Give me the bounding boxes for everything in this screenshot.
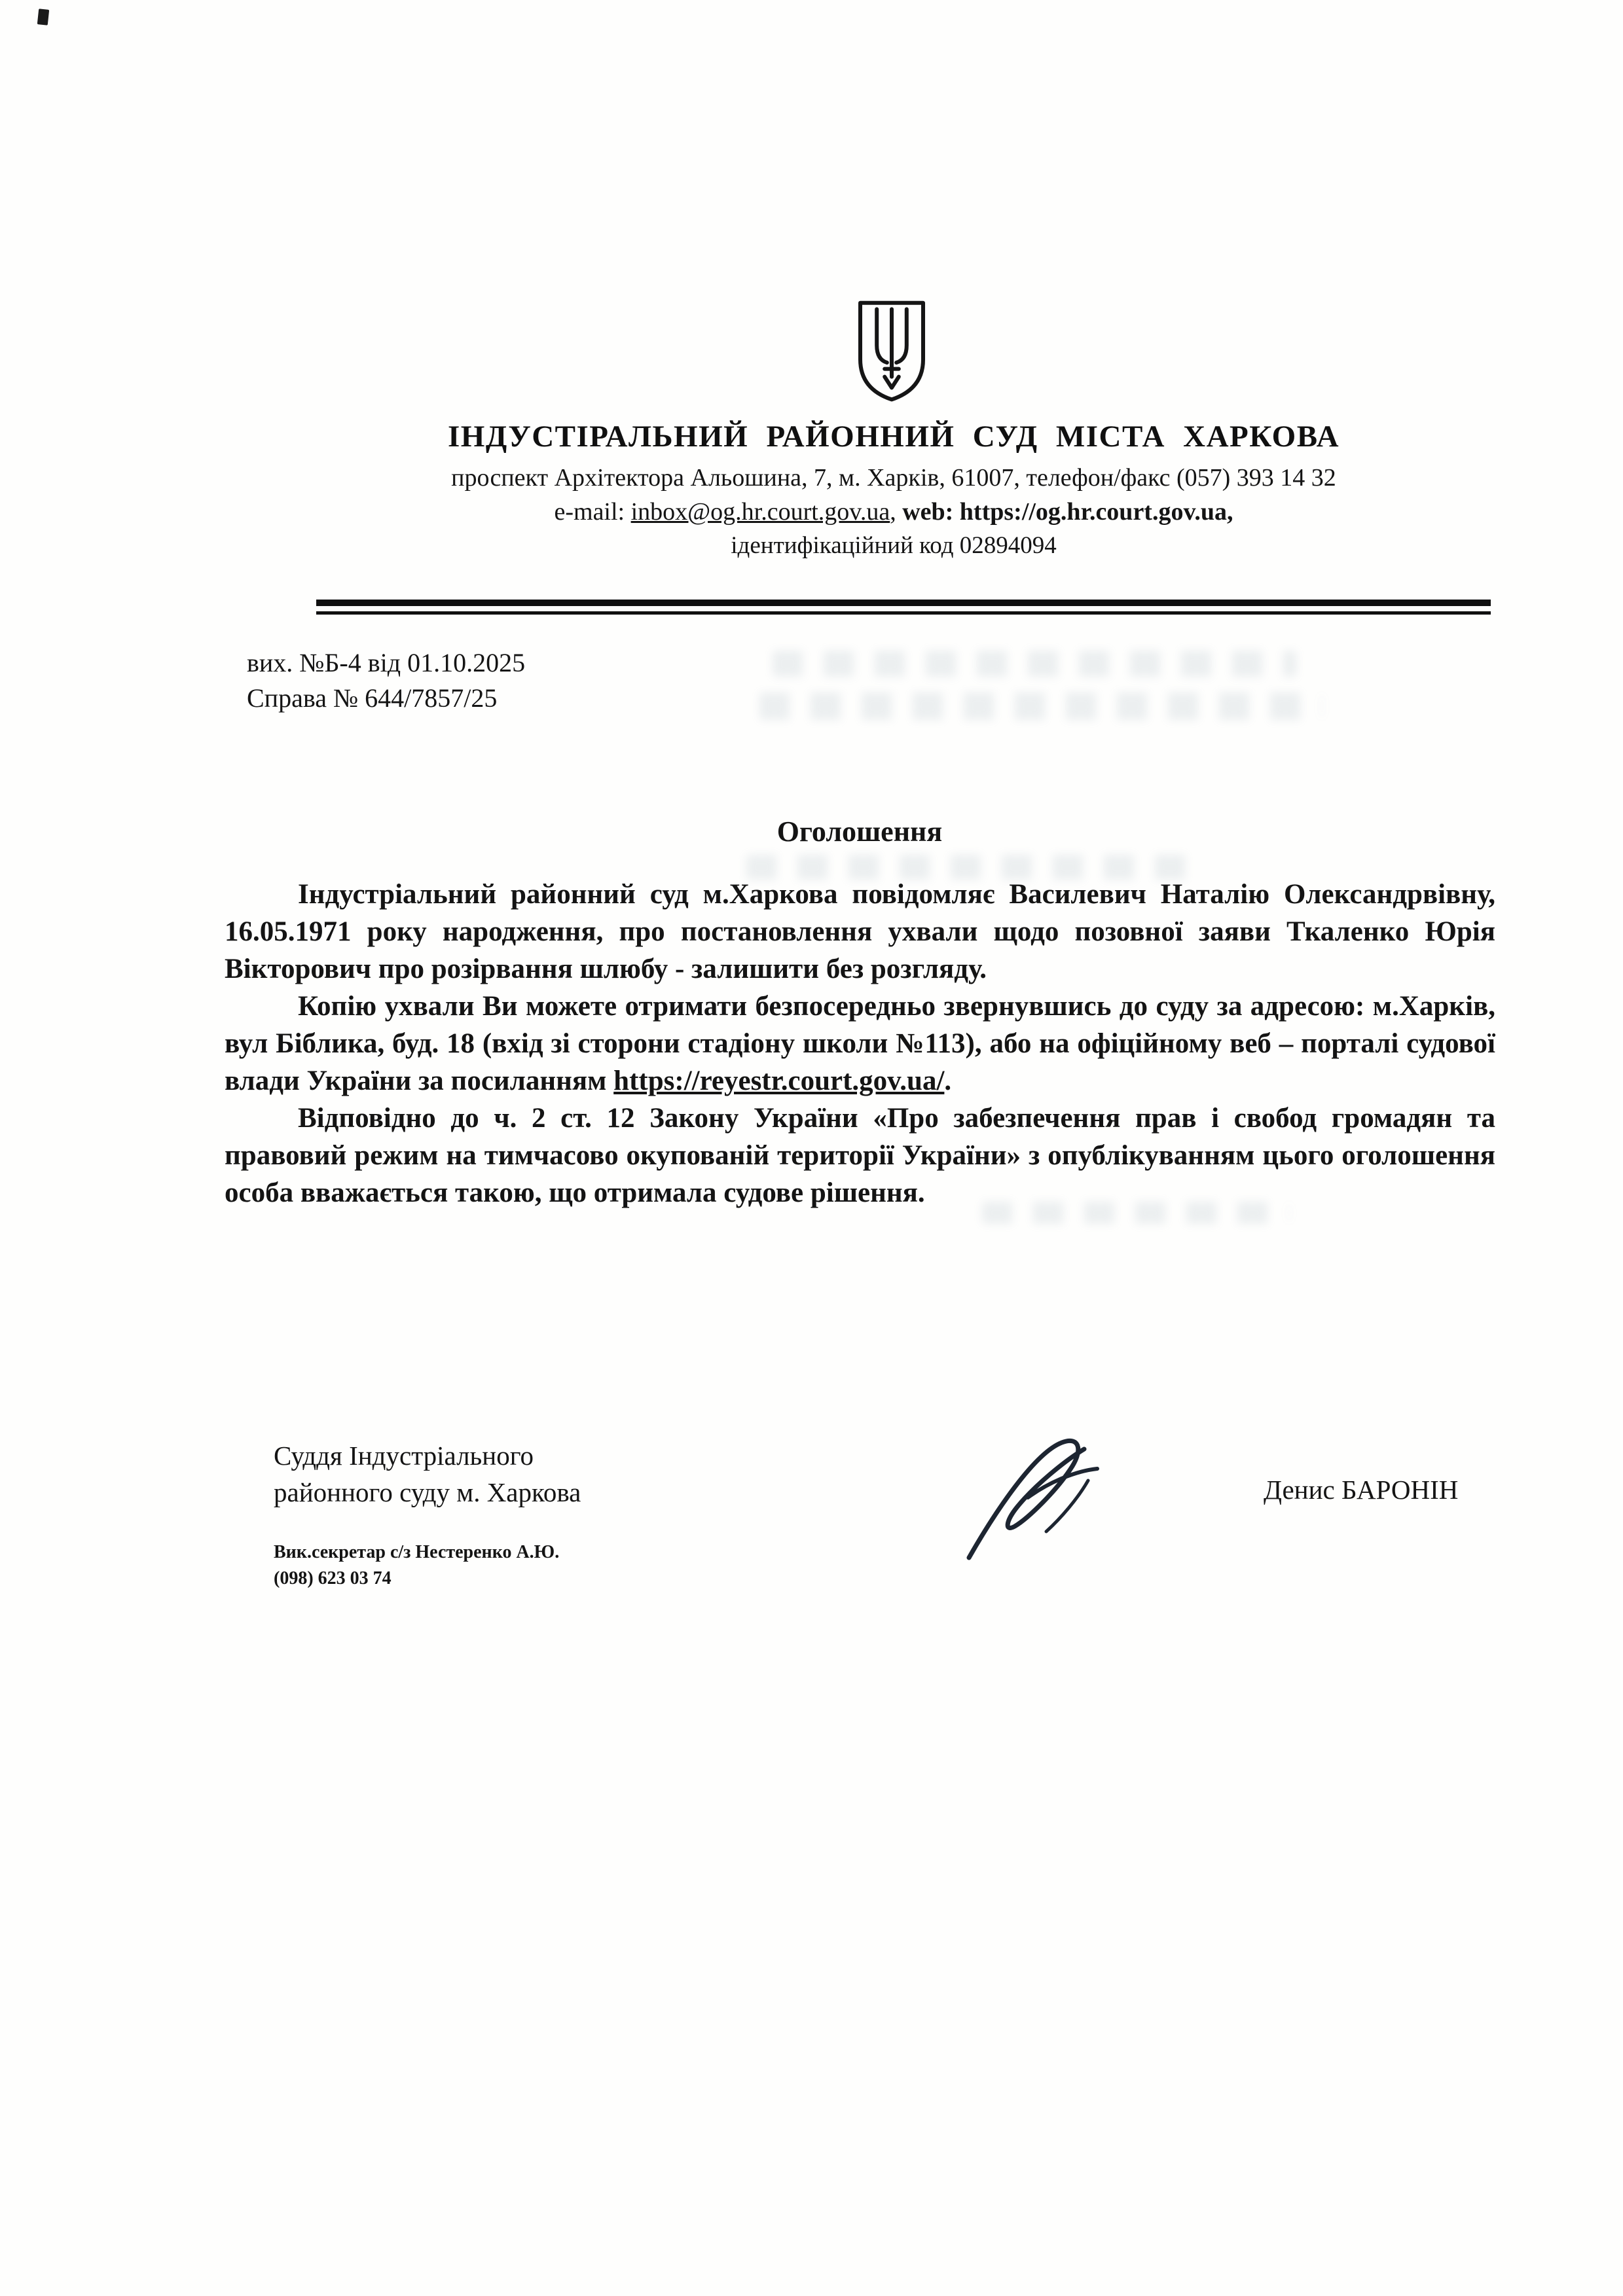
letterhead: [308, 419, 1480, 560]
paragraph-law-reference: Відповідно до ч. 2 ст. 12 Закону України «Про забезпечення прав і свобод громадян та правовий режим на тимчасово окупованій території України» з опублікуванням цього оголошення особа вважається такою, що отримала судове рішення.: [225, 1103, 1495, 1208]
letterhead-divider: [316, 600, 1491, 615]
document-title: Оголошення: [776, 816, 943, 848]
judge-title-line2: районного суду м. Харкова: [274, 1477, 581, 1507]
web-link: web: https://og.hr.court.gov.ua,: [902, 498, 1233, 526]
document-body: [225, 876, 1495, 1211]
court-contacts: [308, 497, 1480, 526]
court-name: ІНДУСТІРАЛЬНИЙ РАЙОННИЙ СУД МІСТА ХАРКОВА: [447, 420, 1340, 454]
email-label: e-mail:: [554, 498, 631, 526]
case-number: Справа № 644/7857/25: [247, 683, 498, 713]
coat-of-arms-icon: [846, 300, 938, 402]
paragraph-announcement: Індустріальний районний суд м.Харкова повідомляє Василевич Наталію Олександрвівну, 16.05.1971 року народження, про постановлення ухвали щодо позовної заяви Ткаленко Юрія Вікторович про розірвання шлюбу - залишити без розгляду.: [225, 879, 1495, 984]
court-address: проспект Архітектора Альошина, 7, м. Харків, 61007, телефон/факс (057) 393 14 32: [451, 464, 1336, 492]
reference-block: [247, 645, 525, 716]
secretary-name: Вик.секретар с/з Нестеренко А.Ю.: [274, 1542, 560, 1562]
email-separator: ,: [890, 498, 903, 526]
judge-name: Денис БАРОНІН: [1264, 1475, 1459, 1505]
secretary-phone: (098) 623 03 74: [274, 1568, 392, 1588]
bleed-through-artifact: [773, 651, 1296, 677]
secretary-block: [274, 1539, 559, 1592]
judge-title-line1: Суддя Індустріального: [274, 1441, 534, 1471]
paragraph-copy-tail: .: [944, 1066, 952, 1096]
judge-title: [274, 1437, 581, 1511]
registry-link: https://reyestr.court.gov.ua/: [613, 1066, 945, 1096]
identification-code: ідентифікаційний код 02894094: [731, 532, 1057, 559]
scan-artifact: [37, 9, 49, 26]
email-link: inbox@og.hr.court.gov.ua: [630, 498, 890, 526]
outgoing-number: вих. №Б-4 від 01.10.2025: [247, 648, 526, 677]
paragraph-copy-info: [225, 988, 1495, 1100]
bleed-through-artifact: [759, 692, 1322, 720]
paragraph-copy-text: Копію ухвали Ви можете отримати безпосередньо звернувшись до суду за адресою: м.Харків, вул Біблика, буд. 18 (вхід зі сторони стадіону школи №113), або на офіційному веб – порталі судової влади України за посиланням: [225, 991, 1495, 1096]
judge-signature: [949, 1420, 1120, 1571]
